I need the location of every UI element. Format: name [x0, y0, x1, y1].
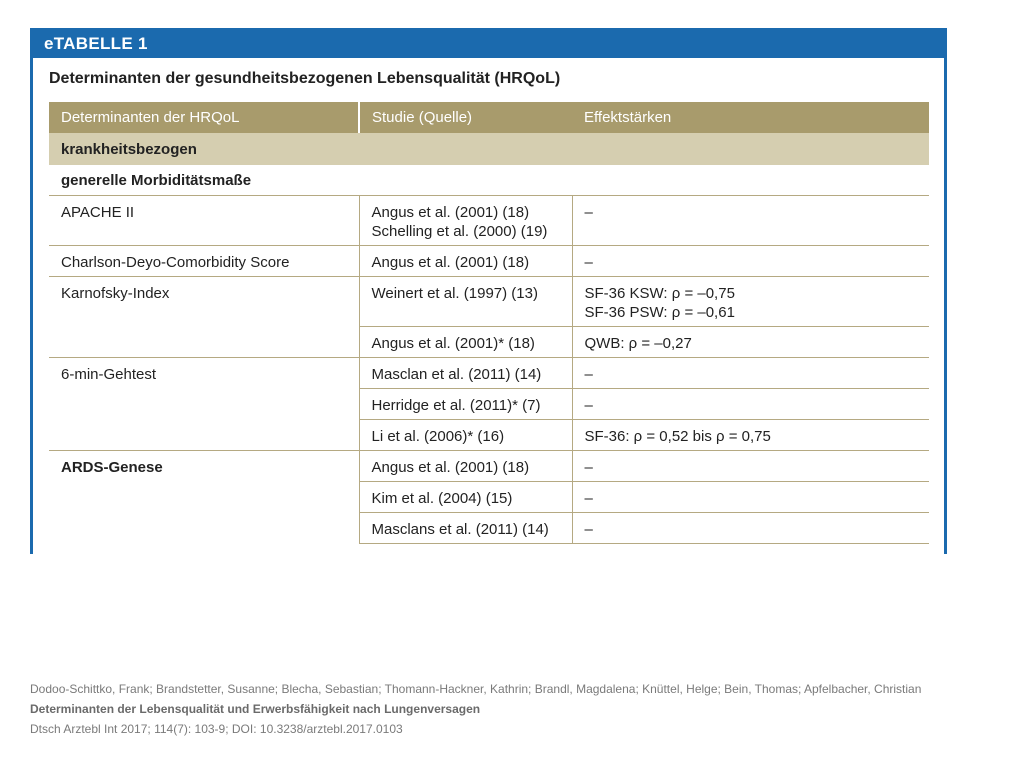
effect-cell	[572, 451, 929, 482]
study-line: Kim et al. (2004) (15)	[371, 490, 513, 507]
study-cell	[359, 482, 572, 513]
table-row	[49, 420, 929, 451]
effect-cell	[572, 196, 929, 246]
subsection-label: generelle Morbiditätsmaße	[49, 165, 929, 196]
effect-cell	[572, 482, 929, 513]
table-row	[49, 482, 929, 513]
table-panel	[30, 28, 947, 554]
effect-line: –	[584, 254, 593, 271]
determinant-cell	[49, 389, 359, 420]
table-label: eTABELLE 1	[44, 34, 148, 53]
study-cell	[359, 327, 572, 358]
footer-authors: Dodoo-Schittko, Frank; Brandstetter, Susanne; Blecha, Sebastian; Thomann-Hackner, Kathrin; Brandl, Magdalena; Knüttel, Helge; Bein, Thomas; Apfelbacher, Christian	[30, 682, 922, 696]
determinant-cell: 6-min-Gehtest	[61, 366, 157, 383]
determinant-cell	[49, 513, 359, 544]
table-row	[49, 246, 929, 277]
effect-line: –	[584, 397, 593, 414]
effect-line: –	[584, 459, 593, 476]
effect-cell	[572, 513, 929, 544]
determinant-cell: APACHE II	[49, 196, 359, 246]
effect-line: –	[584, 204, 593, 221]
column-header-effect: Effektstärken	[572, 102, 929, 133]
determinants-table	[49, 102, 929, 544]
table-header-bar	[30, 28, 947, 58]
determinant-cell: Karnofsky-Index	[61, 285, 170, 302]
effect-line: –	[584, 521, 593, 538]
study-line: Herridge et al. (2011)* (7)	[371, 397, 541, 414]
column-header-determinants: Determinanten der HRQoL	[49, 102, 359, 133]
determinant-cell	[49, 420, 359, 451]
footer-article-title: Determinanten der Lebensqualität und Erwerbsfähigkeit nach Lungenversagen	[30, 702, 481, 716]
effect-line: SF-36 PSW: ρ = –0,61	[584, 304, 735, 321]
effect-cell	[572, 277, 929, 327]
table-title: Determinanten der gesundheitsbezogenen Lebensqualität (HRQoL)	[49, 70, 561, 87]
table-row	[49, 277, 929, 327]
table-row	[49, 513, 929, 544]
table-row	[49, 451, 929, 482]
table-row	[49, 389, 929, 420]
effect-cell	[572, 420, 929, 451]
determinant-cell	[49, 482, 359, 513]
effect-line: SF-36 KSW: ρ = –0,75	[584, 285, 735, 302]
table-row	[49, 327, 929, 358]
effect-cell	[572, 358, 929, 389]
table-row	[49, 196, 929, 246]
panel-border-right	[944, 28, 947, 554]
study-line: Angus et al. (2001) (18)	[371, 254, 530, 271]
study-line: Angus et al. (2001) (18)	[371, 459, 530, 476]
section-row	[49, 133, 929, 165]
effect-line: –	[584, 366, 593, 383]
determinant-cell	[49, 327, 359, 358]
study-cell	[359, 513, 572, 544]
table-header-row	[49, 102, 929, 133]
study-line: Weinert et al. (1997) (13)	[371, 285, 538, 302]
effect-cell	[572, 389, 929, 420]
study-cell	[359, 277, 572, 327]
study-cell	[359, 451, 572, 482]
section-label: krankheitsbezogen	[49, 133, 929, 165]
study-cell	[359, 420, 572, 451]
study-cell	[359, 358, 572, 389]
study-line: Angus et al. (2001)* (18)	[371, 335, 535, 352]
effect-cell	[572, 246, 929, 277]
study-line: Masclans et al. (2011) (14)	[371, 521, 549, 538]
panel-border-left	[30, 28, 33, 554]
study-line: Masclan et al. (2011) (14)	[371, 366, 542, 383]
determinant-cell: Charlson-Deyo-Comorbidity Score	[49, 246, 359, 277]
effect-line: QWB: ρ = –0,27	[584, 335, 692, 352]
study-line: Schelling et al. (2000) (19)	[371, 223, 548, 240]
footer-citation: Dtsch Arztebl Int 2017; 114(7): 103-9; DOI: 10.3238/arztebl.2017.0103	[30, 722, 403, 736]
determinant-cell: ARDS-Genese	[61, 459, 163, 476]
effect-cell	[572, 327, 929, 358]
study-cell	[359, 246, 572, 277]
citation-footer	[30, 679, 921, 739]
effect-line: SF-36: ρ = 0,52 bis ρ = 0,75	[584, 428, 771, 445]
table-row	[49, 358, 929, 389]
study-line: Li et al. (2006)* (16)	[371, 428, 505, 445]
study-cell	[359, 196, 572, 246]
column-header-study: Studie (Quelle)	[359, 102, 572, 133]
study-cell	[359, 389, 572, 420]
subsection-row	[49, 165, 929, 196]
study-line: Angus et al. (2001) (18)	[371, 204, 530, 221]
effect-line: –	[584, 490, 593, 507]
